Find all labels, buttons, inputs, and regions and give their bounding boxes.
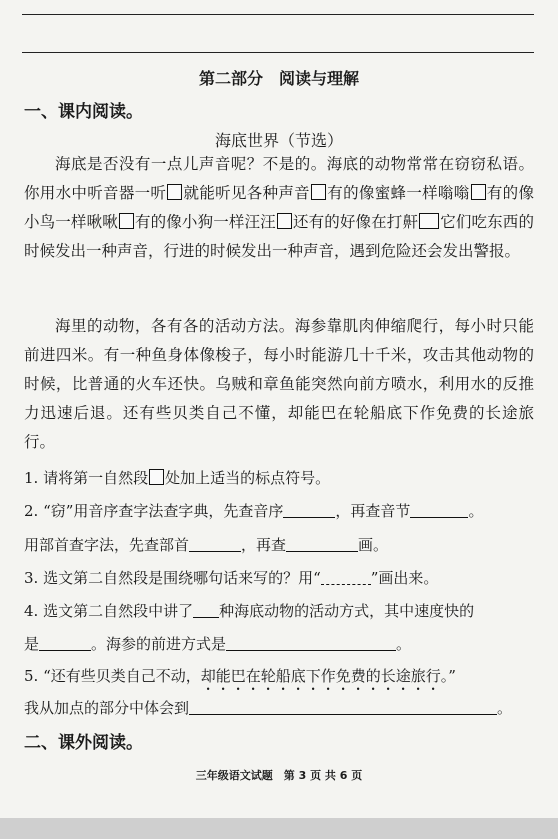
question-3: 3. 选文第二自然段是围绕哪句话来写的？用“ ”画出来。 bbox=[24, 569, 439, 587]
top-rule bbox=[22, 14, 534, 15]
answer-blank[interactable] bbox=[410, 501, 468, 518]
punctuation-box[interactable] bbox=[311, 184, 326, 200]
punctuation-box[interactable] bbox=[167, 184, 182, 200]
question-4-line-1: 4. 选文第二自然段中讲了 种海底动物的活动方式，其中速度快的 bbox=[24, 602, 475, 620]
question-1: 1. 请将第一自然段 处加上适当的标点符号。 bbox=[24, 469, 331, 487]
question-2-line-2: 用部首查字法，先查部首 ，再查 画。 bbox=[24, 536, 389, 554]
answer-blank[interactable] bbox=[193, 601, 219, 618]
section-heading-in-class-reading: 一、课内阅读。 bbox=[24, 102, 143, 122]
para1-text-7: 它们吃东西的时候发出一种声音，行进的时候发出一种声音，遇到危险还会发出警报。 bbox=[24, 213, 534, 260]
punctuation-box[interactable] bbox=[277, 213, 292, 229]
para1-text-5: 有的像小狗一样汪汪 bbox=[134, 213, 276, 231]
passage-paragraph-1 bbox=[24, 150, 534, 266]
answer-blank[interactable] bbox=[189, 535, 241, 552]
bottom-margin bbox=[0, 818, 558, 839]
wavy-line-marker[interactable] bbox=[321, 568, 371, 585]
part-title: 第二部分 阅读与理解 bbox=[198, 69, 359, 88]
punctuation-box[interactable] bbox=[471, 184, 486, 200]
answer-blank[interactable] bbox=[39, 634, 91, 651]
passage-paragraph-2: 海里的动物，各有各的活动方法。海参靠肌肉伸缩爬行，每小时只能前进四米。有一种鱼身体像梭子，每小时能游几十千米，攻击其他动物的时候，比普通的火车还快。乌贼和章鱼能突然向前方喷水，利用水的反推力迅速后退。还有些贝类自己不懂，却能巴在轮船底下作免费的长途旅行。 bbox=[24, 317, 534, 451]
dotted-phrase: 却能巴在轮船底下作免费的长途旅行 bbox=[200, 667, 441, 685]
header-rule bbox=[22, 52, 534, 53]
para1-text-4: 有的像小鸟一样啾啾 bbox=[24, 184, 534, 231]
answer-blank[interactable] bbox=[226, 634, 396, 651]
answer-blank[interactable] bbox=[283, 501, 335, 518]
question-4-line-2: 是 。海参的前进方式是 。 bbox=[24, 635, 412, 653]
answer-blank[interactable] bbox=[189, 698, 497, 715]
question-5-line-1: 5. “还有些贝类自己不动，却能巴在轮船底下作免费的长途旅行。” bbox=[24, 667, 456, 685]
punctuation-box[interactable] bbox=[119, 213, 134, 229]
para1-text-3: 有的像蜜蜂一样嗡嗡 bbox=[327, 184, 470, 202]
para1-text-1: 海底是否没有一点儿声音呢？不是的。海底的动物常常在窃窃私语。你用水中听音器一听 bbox=[24, 155, 534, 202]
para1-text-6: 还有的好像在打鼾 bbox=[292, 213, 419, 231]
page-footer: 三年级语文试题 第 3 页 共 6 页 bbox=[195, 769, 363, 782]
question-2-line-1: 2. “窃”用音序查字法查字典，先查音序 ，再查音节 。 bbox=[24, 502, 484, 520]
para1-text-2: 就能听见各种声音 bbox=[183, 184, 310, 202]
punctuation-box[interactable] bbox=[149, 469, 164, 485]
passage-title: 海底世界（节选） bbox=[214, 131, 343, 150]
punctuation-box[interactable] bbox=[419, 213, 439, 229]
question-5-line-2: 我从加点的部分中体会到 。 bbox=[24, 699, 513, 717]
section-heading-extra-reading: 二、课外阅读。 bbox=[24, 733, 143, 753]
answer-blank[interactable] bbox=[286, 535, 358, 552]
